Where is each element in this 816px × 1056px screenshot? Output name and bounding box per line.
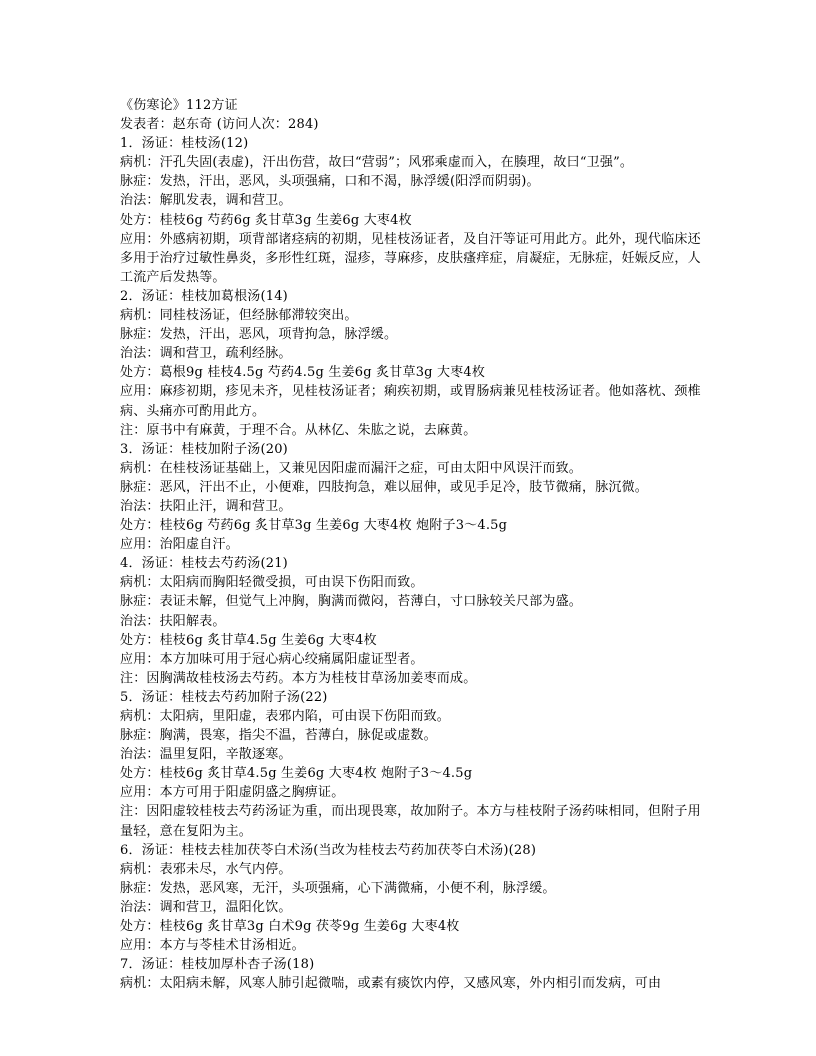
text-line: 治法：解肌发表，调和营卫。 xyxy=(120,193,292,209)
text-line: 应用：本方可用于阳虚阴盛之胸痹证。 xyxy=(120,785,345,801)
text-line: 脉症：恶风，汗出不止，小便难，四肢拘急，难以屈伸，或见手足冷，肢节微痛，脉沉微。 xyxy=(120,479,649,495)
text-line: 治法：温里复阳，辛散逐寒。 xyxy=(120,747,292,763)
text-paragraph: 应用：麻疹初期，疹见未齐，见桂枝汤证者；痢疾初期，或胃肠病兼见桂枝汤证者。他如落枕、颈椎病、头痛亦可酌用此方。 xyxy=(120,384,701,419)
document-body xyxy=(120,96,710,993)
section-heading: 3．汤证：桂枝加附子汤(20) xyxy=(120,441,288,457)
text-line: 治法：扶阳解表。 xyxy=(120,613,226,629)
text-line: 病机：汗孔失固(表虚)，汗出伤营，故曰“营弱”；风邪乘虚而入，在腠理，故曰“卫强”。 xyxy=(120,155,634,171)
section-heading: 4．汤证：桂枝去芍药汤(21) xyxy=(120,556,288,572)
text-line: 应用：治阳虚自汗。 xyxy=(120,537,239,553)
text-paragraph: 注：因阳虚较桂枝去芍药汤证为重，而出现畏寒，故加附子。本方与桂枝附子汤药味相同，但附子用量轻，意在复阳为主。 xyxy=(120,804,701,839)
section-heading: 1．汤证：桂枝汤(12) xyxy=(120,136,249,152)
text-line: 病机：太阳病，里阳虚，表邪内陷，可由误下伤阳而致。 xyxy=(120,709,451,724)
text-paragraph: 应用：外感病初期，项背部诸痉病的初期，见桂枝汤证者，及自汗等证可用此方。此外，现代临床还多用于治疗过敏性鼻炎，多形性红斑，湿疹，荨麻疹，皮肤瘙痒症，肩凝症，无脉症，妊娠反应，人工流产后发热等。 xyxy=(120,231,701,285)
text-line: 病机：太阳病而胸阳轻微受损，可由误下伤阳而致。 xyxy=(120,575,424,591)
text-line: 脉症：发热，汗出，恶风，头项强痛，口和不渴，脉浮缓(阳浮而阴弱)。 xyxy=(120,174,540,190)
section-heading: 7．汤证：桂枝加厚朴杏子汤(18) xyxy=(120,957,315,973)
text-line: 注：因胸满故桂枝汤去芍药。本方为桂枝甘草汤加姜枣而成。 xyxy=(120,670,477,686)
section-heading: 6．汤证：桂枝去桂加茯苓白术汤(当改为桂枝去芍药加茯苓白术汤)(28) xyxy=(120,842,537,858)
text-line: 处方：桂枝6g 炙甘草4.5g 生姜6g 大枣4枚 xyxy=(120,632,377,648)
text-line: 应用：本方加味可用于冠心病心绞痛属阳虚证型者。 xyxy=(120,651,424,667)
text-line: 病机：表邪未尽，水气内停。 xyxy=(120,861,292,877)
text-line: 处方：桂枝6g 炙甘草3g 白术9g 茯苓9g 生姜6g 大枣4枚 xyxy=(120,919,460,935)
text-line: 病机：在桂枝汤证基础上，又兼见因阳虚而漏汗之症，可由太阳中风误汗而致。 xyxy=(120,460,583,476)
text-line: 病机：太阳病未解，风寒人肺引起微喘，或素有痰饮内停，又感风寒，外内相引而发病，可由 xyxy=(120,976,662,992)
text-line: 处方：桂枝6g 芍药6g 炙甘草3g 生姜6g 大枣4枚 炮附子3～4.5g xyxy=(120,518,508,534)
document-title: 《伤寒论》112方证 xyxy=(120,98,238,113)
text-line: 治法：调和营卫，疏利经脉。 xyxy=(120,346,292,362)
text-line: 治法：调和营卫，温阳化饮。 xyxy=(120,899,292,915)
text-line: 脉症：发热，恶风寒，无汗，头项强痛，心下满微痛，小便不利，脉浮缓。 xyxy=(120,880,556,896)
text-line: 处方：桂枝6g 炙甘草4.5g 生姜6g 大枣4枚 炮附子3～4.5g xyxy=(120,766,473,782)
text-line: 应用：本方与苓桂术甘汤相近。 xyxy=(120,938,305,954)
author-line: 发表者：赵东奇 (访问人次：284) xyxy=(120,117,319,133)
text-line: 脉症：发热，汗出，恶风，项背拘急，脉浮缓。 xyxy=(120,327,398,343)
text-line: 脉症：表证未解，但觉气上冲胸，胸满而微闷，苔薄白，寸口脉较关尺部为盛。 xyxy=(120,594,583,610)
text-line: 脉症：胸满，畏寒，指尖不温，苔薄白，脉促或虚数。 xyxy=(120,728,437,744)
text-line: 注：原书中有麻黄，于理不合。从林亿、朱肱之说，去麻黄。 xyxy=(120,422,477,438)
text-line: 病机：同桂枝汤证，但经脉郁滞较突出。 xyxy=(120,308,358,324)
text-line: 处方：葛根9g 桂枝4.5g 芍药4.5g 生姜6g 炙甘草3g 大枣4枚 xyxy=(120,365,486,381)
section-heading: 5．汤证：桂枝去芍药加附子汤(22) xyxy=(120,689,328,705)
section-heading: 2．汤证：桂枝加葛根汤(14) xyxy=(120,288,288,304)
text-line: 处方：桂枝6g 芍药6g 炙甘草3g 生姜6g 大枣4枚 xyxy=(120,212,412,228)
text-line: 治法：扶阳止汗，调和营卫。 xyxy=(120,498,292,514)
